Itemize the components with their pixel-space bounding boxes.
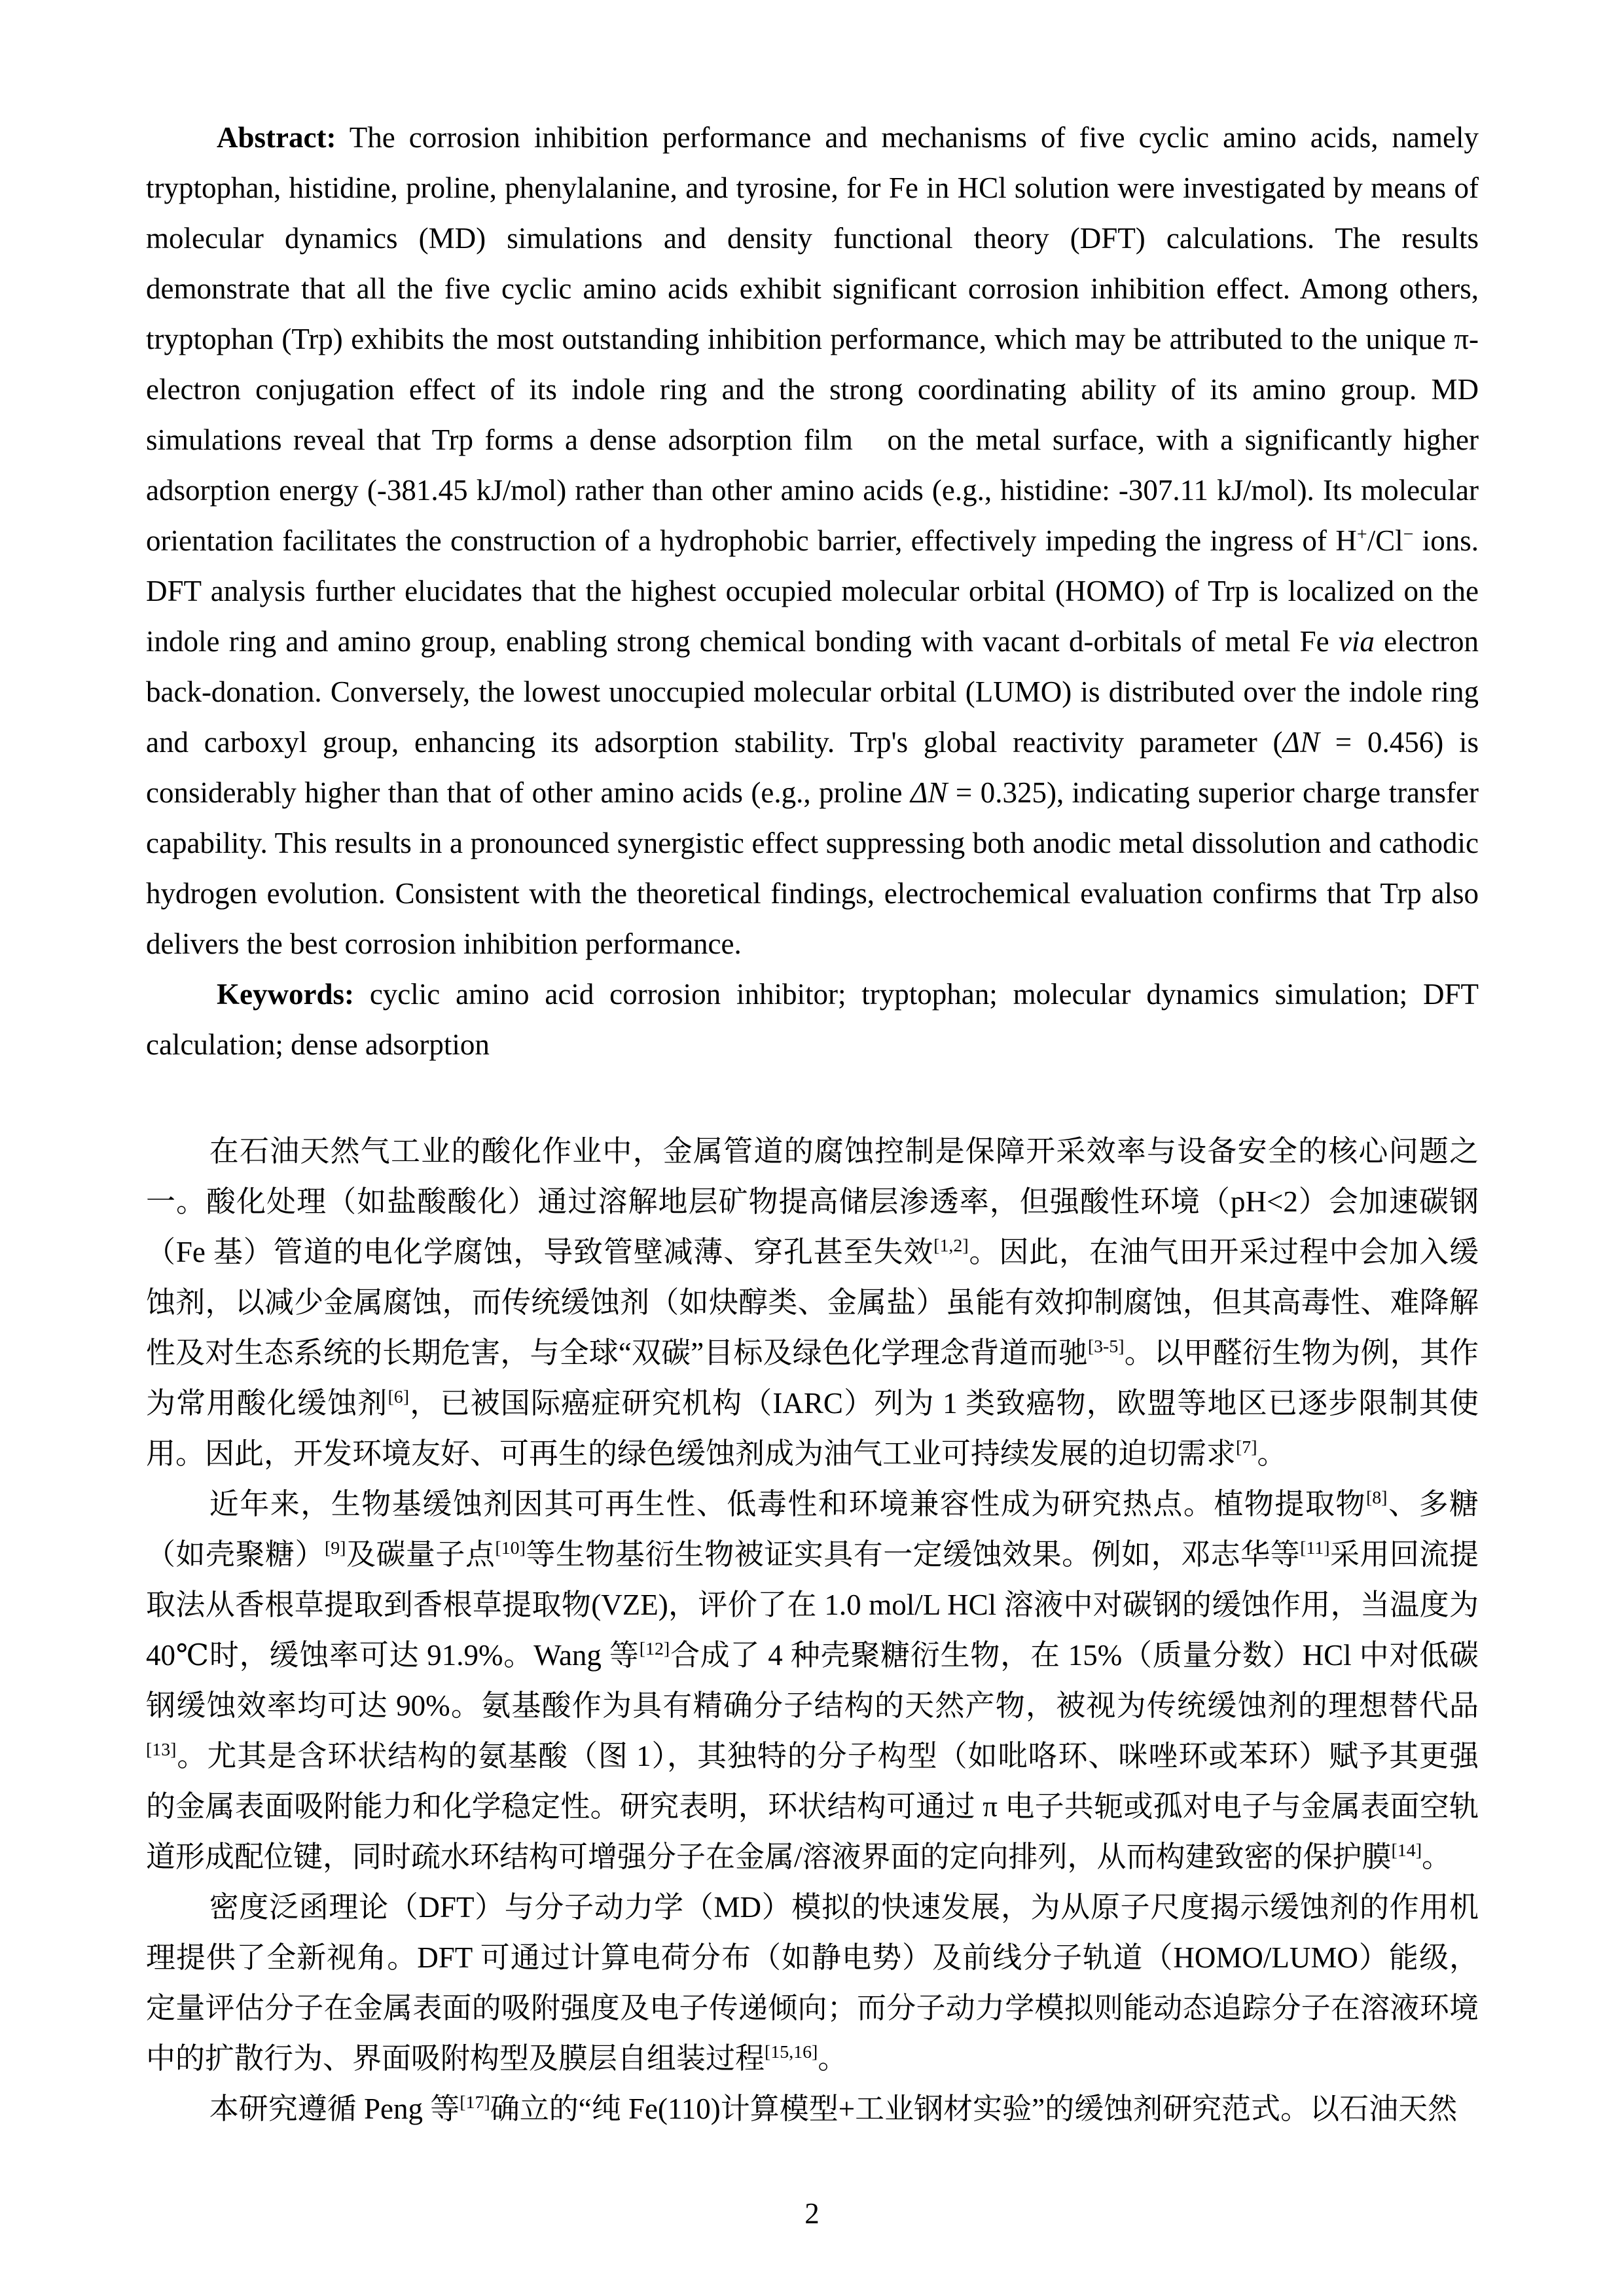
text-run: ，已被国际癌症研究机构（IARC）列为 1 类致癌物，欧盟等地区已逐步限制其使用。因此，开发环境友好、可再生的绿色缓蚀剂成为油气工业可持续发展的迫切需求 [146,1387,1479,1470]
text-run: 本研究遵循 Peng 等 [209,2092,460,2125]
text-run: [11] [1300,1538,1330,1558]
text-run: ions. DFT analysis further elucidates that the highest occupied molecular orbital (HOMO) of Trp is localized on the indole ring and amino group, enabling strong chemical bonding with vacant d-orbitals of metal Fe [146,524,1479,658]
text-run: 采用回流提取法从香根草提取到香根草提取物(VZE)，评价了在 1.0 mol/L HCl 溶液中对碳钢的缓蚀作用，当温度为 40℃时，缓蚀率可达 91.9%。Wang 等 [146,1538,1479,1672]
text-run: [7] [1236,1437,1257,1458]
text-run: [6] [388,1387,410,1407]
text-run: [15,16] [765,2042,818,2062]
text-run: [12] [639,1639,670,1659]
text-run: = 0.456) is considerably higher than that of other amino acids (e.g., proline [146,726,1479,809]
text-run: + [1356,524,1367,545]
text-run: 合成了 4 种壳聚糖衍生物，在 15%（质量分数）HCl 中对低碳钢缓蚀效率均可达 90%。氨基酸作为具有精确分子结构的天然产物，被视为传统缓蚀剂的理想替代品 [146,1639,1479,1722]
intro-paragraph-4 [146,2084,1479,2134]
text-run: 。 [1257,1437,1287,1470]
text-run: [14] [1391,1840,1422,1861]
text-run: 在石油天然气工业的酸化作业中，金属管道的腐蚀控制是保障开采效率与设备安全的核心问题之一。酸化处理（如盐酸酸化）通过溶解地层矿物提高储层渗透率，但强酸性环境（pH<2）会加速碳钢（Fe 基）管道的电化学腐蚀，导致管壁减薄、穿孔甚至失效 [146,1135,1479,1268]
text-run: 。 [1421,1840,1451,1873]
text-run: = 0.325), indicating superior charge transfer capability. This results in a pronounced synergistic effect suppressing both anodic metal dissolution and cathodic hydrogen evolution. Consistent with the theoretical findings, electrochemical evaluation confirms that Trp also delivers the best corrosion inhibition performance. [146,776,1479,960]
text-run: cyclic amino acid corrosion inhibitor; tryptophan; molecular dynamics simulation; DFT calculation; dense adsorption [146,978,1479,1061]
text-run: via [1338,625,1375,658]
text-run: 确立的“纯 Fe(110)计算模型+工业钢材实验”的缓蚀剂研究范式。以石油天然 [490,2092,1458,2125]
text-run: 。以甲醛衍生物为例，其作为常用酸化缓蚀剂 [146,1336,1479,1420]
text-run: [8] [1365,1488,1388,1508]
blank-line [146,1070,1479,1126]
text-run: 近年来，生物基缓蚀剂因其可再生性、低毒性和环境兼容性成为研究热点。植物提取物 [209,1488,1366,1520]
text-run: 。 [818,2042,848,2075]
intro-paragraph-3 [146,1882,1479,2084]
text-run: Abstract: [217,121,336,154]
text-run: [3-5] [1087,1336,1125,1357]
text-run: 。因此，在油气田开采过程中会加入缓蚀剂，以减少金属腐蚀，而传统缓蚀剂（如炔醇类、金属盐）虽能有效抑制腐蚀，但其高毒性、难降解性及对生态系统的长期危害，与全球“双碳”目标及绿色化学理念背道而驰 [146,1236,1479,1369]
abstract-paragraph [146,113,1479,969]
text-run: ΔN [911,776,948,809]
intro-paragraph-1 [146,1126,1479,1479]
text-run: [13] [146,1740,177,1760]
intro-paragraph-2 [146,1479,1479,1882]
text-run: Keywords: [217,978,354,1011]
text-run: [9] [324,1538,346,1558]
text-run: 及碳量子点 [346,1538,496,1571]
text-run: The corrosion inhibition performance and mechanisms of five cyclic amino acids, namely tryptophan, histidine, proline, phenylalanine, and tyrosine, for Fe in HCl solution were investigated by means of molecular dynamics (MD) simulations and density functional theory (DFT) calculations. The results demonstrate that all the five cyclic amino acids exhibit significant corrosion inhibition effect. Among others, tryptophan (Trp) exhibits the most outstanding inhibition performance, which may be attributed to the unique π-electron conjugation effect of its indole ring and the strong coordinating ability of its amino group. MD simulations reveal that Trp forms a dense adsorption film on the metal surface, with a significantly higher adsorption energy (-381.45 kJ/mol) rather than other amino acids (e.g., histidine: -307.11 kJ/mol). Its molecular orientation facilitates the construction of a hydrophobic barrier, effectively impeding the ingress of H [146,121,1479,557]
text-run: [1,2] [933,1236,969,1256]
text-run: [17] [460,2092,490,2113]
text-run: electron back-donation. Conversely, the lowest unoccupied molecular orbital (LUMO) is distributed over the indole ring and carboxyl group, enhancing its adsorption stability. Trp's global reactivity parameter ( [146,625,1479,759]
text-run: 。尤其是含环状结构的氨基酸（图 1），其独特的分子构型（如吡咯环、咪唑环或苯环）赋予其更强的金属表面吸附能力和化学稳定性。研究表明，环状结构可通过 π 电子共轭或孤对电子与金属表面空轨道形成配位键，同时疏水环结构可增强分子在金属/溶液界面的定向排列，从而构建致密的保护膜 [146,1740,1479,1873]
keywords-paragraph [146,969,1479,1070]
text-run: [10] [495,1538,526,1558]
text-run: ΔN [1282,726,1320,759]
text-run: − [1403,524,1414,545]
text-run: /Cl [1367,524,1403,557]
text-run: 、多糖（如壳聚糖） [146,1488,1479,1571]
text-run: 密度泛函理论（DFT）与分子动力学（MD）模拟的快速发展，为从原子尺度揭示缓蚀剂的作用机理提供了全新视角。DFT 可通过计算电荷分布（如静电势）及前线分子轨道（HOMO/LUMO）能级，定量评估分子在金属表面的吸附强度及电子传递倾向；而分子动力学模拟则能动态追踪分子在溶液环境中的扩散行为、界面吸附构型及膜层自组装过程 [146,1891,1479,2075]
text-run: 等生物基衍生物被证实具有一定缓蚀效果。例如，邓志华等 [525,1538,1301,1571]
page-number: 2 [804,2197,820,2230]
